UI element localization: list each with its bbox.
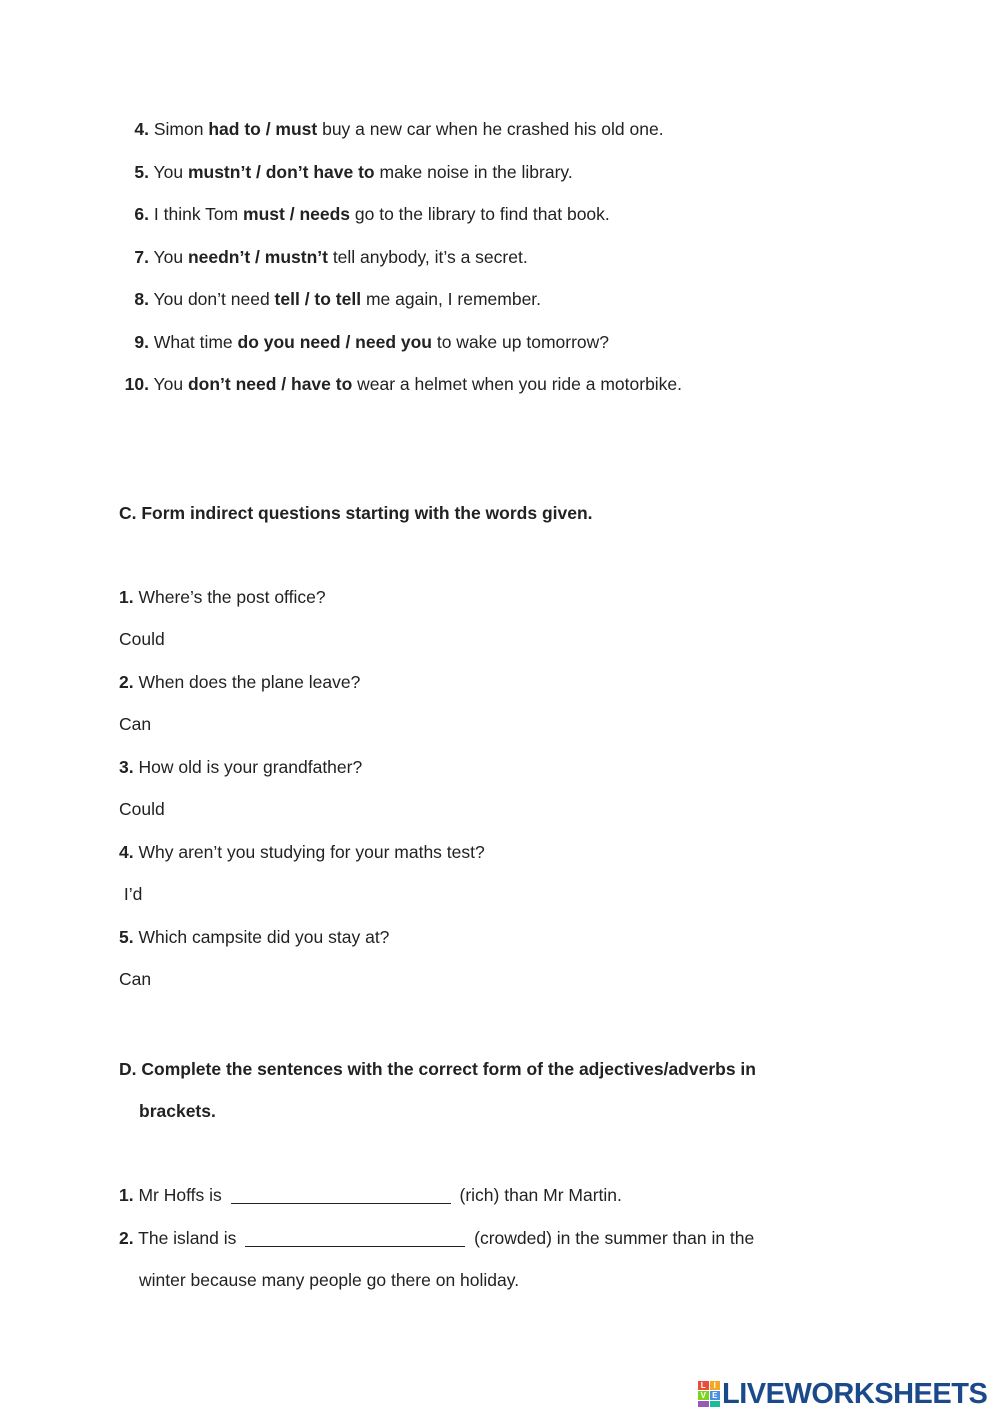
- answer-start-c4[interactable]: I’d: [119, 884, 143, 904]
- section-c-heading: C. Form indirect questions starting with the words given.: [119, 503, 593, 523]
- question-c4: 4. Why aren’t you studying for your maths test?: [119, 842, 485, 862]
- exercise-item-b10: 10. You don’t need / have to wear a helmet when you ride a motorbike.: [124, 374, 683, 394]
- sentence-d2-cont: winter because many people go there on holiday.: [139, 1270, 520, 1290]
- section-d-heading: D. Complete the sentences with the correct form of the adjectives/adverbs in: [119, 1059, 756, 1079]
- liveworksheets-logo-text: LIVEWORKSHEETS: [722, 1377, 988, 1410]
- question-c5: 5. Which campsite did you stay at?: [119, 927, 390, 947]
- exercise-item-b8: 8. You don’t need tell / to tell me again, I remember.: [134, 289, 542, 309]
- question-c3: 3. How old is your grandfather?: [119, 757, 363, 777]
- exercise-item-b9: 9. What time do you need / need you to wake up tomorrow?: [134, 332, 610, 352]
- answer-start-c2[interactable]: Can: [119, 714, 152, 734]
- answer-blank-d1[interactable]: [231, 1185, 451, 1204]
- answer-blank-d2[interactable]: [245, 1228, 465, 1247]
- liveworksheets-logo: [698, 1378, 987, 1410]
- exercise-item-b7: 7. You needn’t / mustn’t tell anybody, it’s a secret.: [134, 247, 528, 267]
- question-c2: 2. When does the plane leave?: [119, 672, 361, 692]
- sentence-d1: 1. Mr Hoffs is (rich) than Mr Martin.: [119, 1185, 622, 1205]
- sentence-d2: 2. The island is (crowded) in the summer than in the: [119, 1228, 755, 1248]
- question-c1: 1. Where’s the post office?: [119, 587, 326, 607]
- answer-start-c5[interactable]: Can: [119, 969, 152, 989]
- liveworksheets-logo-icon: L I V E: [698, 1381, 720, 1407]
- exercise-item-b5: 5. You mustn’t / don’t have to make noise in the library.: [134, 162, 573, 182]
- answer-start-c1[interactable]: Could: [119, 629, 165, 649]
- exercise-item-b6: 6. I think Tom must / needs go to the library to find that book.: [134, 204, 610, 224]
- answer-start-c3[interactable]: Could: [119, 799, 165, 819]
- section-d-heading-cont: brackets.: [139, 1101, 216, 1121]
- exercise-item-b4: 4. Simon had to / must buy a new car when he crashed his old one.: [134, 119, 664, 139]
